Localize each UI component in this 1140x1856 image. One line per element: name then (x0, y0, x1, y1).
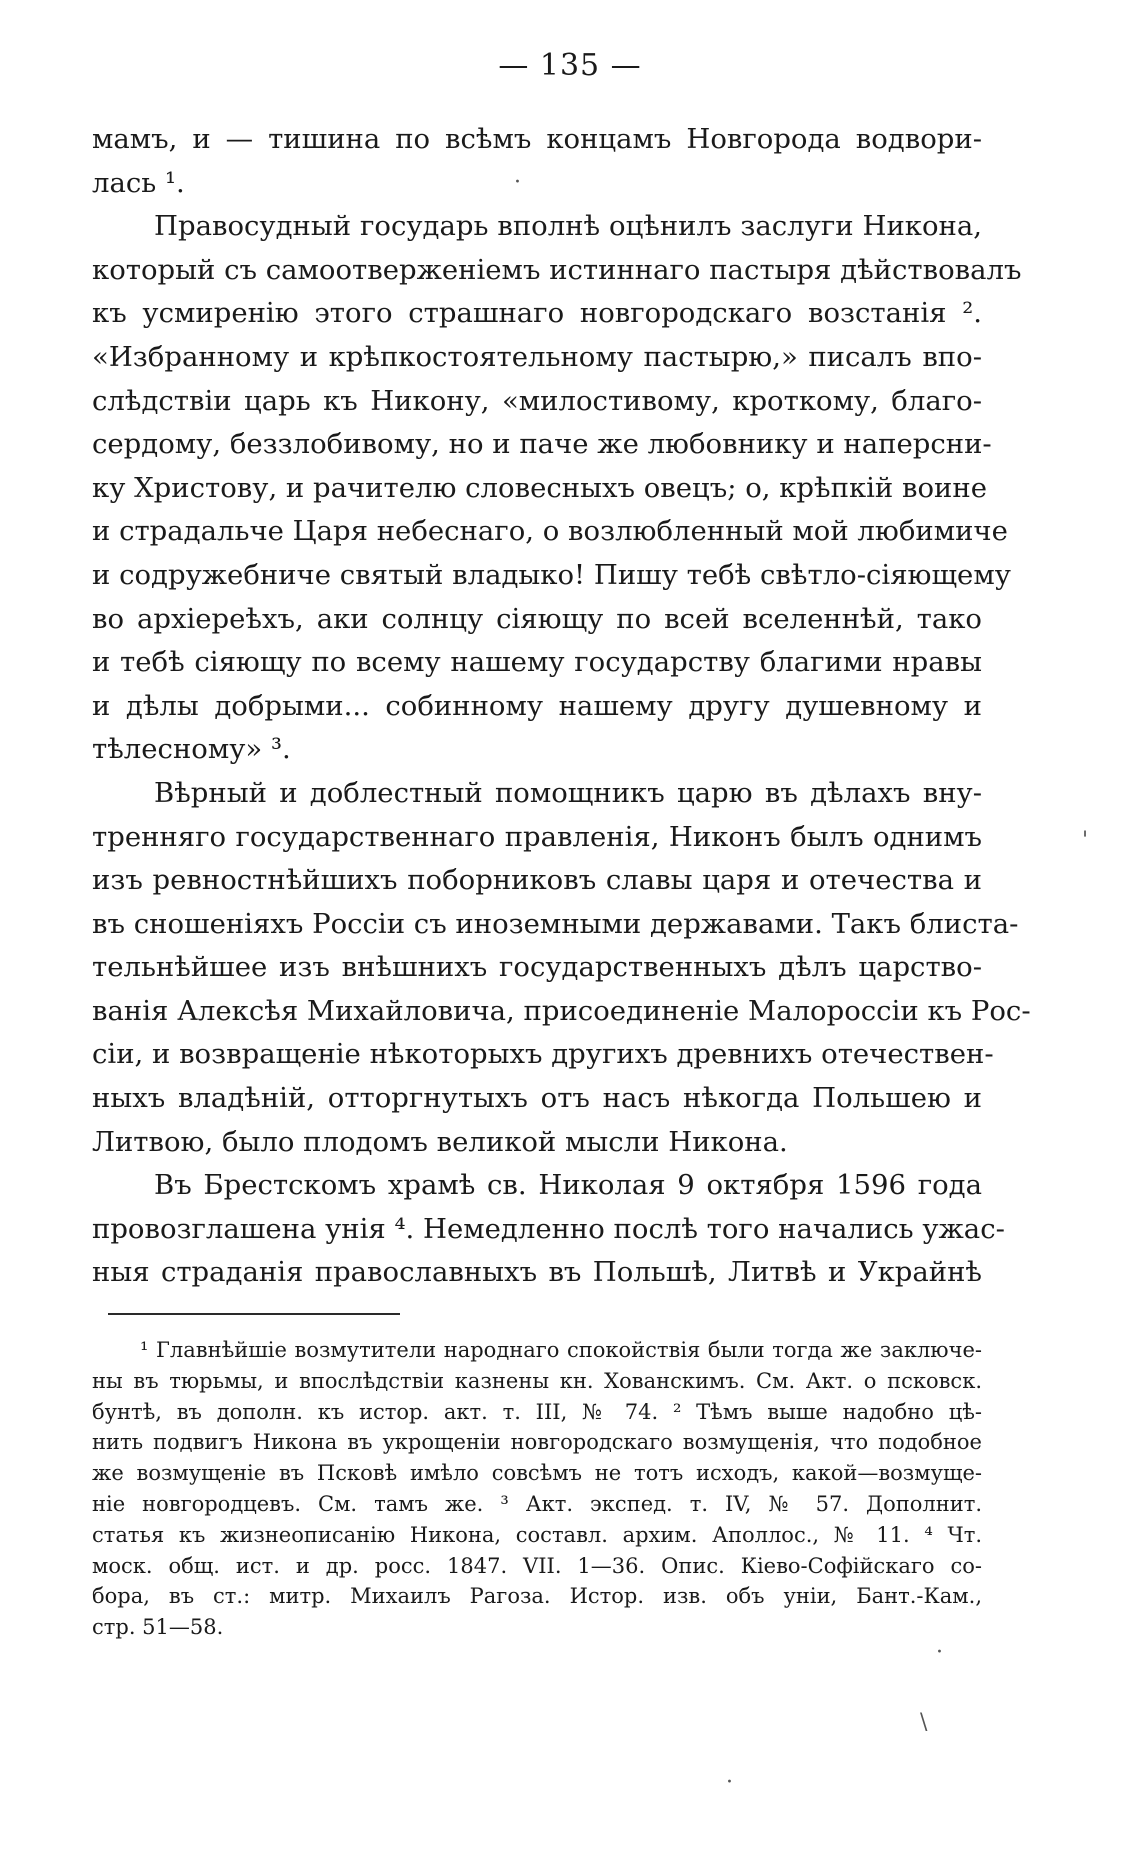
text-line: слѣдствіи царь къ Никону, «милостивому, кроткому, благо- (92, 384, 982, 417)
print-speck: · (936, 1640, 943, 1665)
text-line: и дѣлы добрыми... собинному нашему другу душевному и (92, 689, 982, 722)
text-line: во архіереѣхъ, аки солнцу сіяющу по всей вселеннѣй, тако (92, 602, 982, 635)
text-line: Литвою, было плодомъ великой мысли Никона. (92, 1125, 788, 1158)
footnote-line: ніе новгородцевъ. См. тамъ же. ³ Акт. экспед. т. IV, № 57. Дополнит. (92, 1491, 982, 1516)
text-line: и содружебниче святый владыко! Пишу тебѣ свѣтло-сіяющему (92, 558, 1011, 591)
text-line: тельнѣйшее изъ внѣшнихъ государственныхъ дѣлъ царство- (92, 951, 982, 984)
text-line: въ сношеніяхъ Россіи съ иноземными державами. Такъ блиста- (92, 907, 1019, 940)
footnote-line: ¹ Главнѣйшіе возмутители народнаго спокойствія были тогда же заключе- (140, 1338, 982, 1362)
main-text (92, 118, 1031, 1295)
text-line: ку Христову, и рачителю словесныхъ овецъ; о, крѣпкій воине (92, 471, 987, 504)
footnote-line: стр. 51—58. (92, 1615, 224, 1640)
footnotes (92, 1335, 982, 1643)
text-line: и тебѣ сіяющу по всему нашему государству благими нравы (92, 646, 982, 679)
text-line: тѣлесному» ³. (92, 733, 291, 766)
footnote-line: ны въ тюрьмы, и впослѣдствіи казнены кн. Хованскимъ. См. Акт. о псковск. (92, 1368, 982, 1393)
footnote-divider (108, 1313, 400, 1315)
footnote-line: статья къ жизнеописанію Никона, составл. архим. Аполлос., № 11. ⁴ Чт. (92, 1522, 982, 1547)
text-line: къ усмиренію этого страшнаго новгородскаго возстанія ². (92, 297, 982, 330)
text-line: и страдальче Царя небеснаго, о возлюбленный мой любимиче (92, 515, 1008, 548)
page-number: — 135 — (498, 48, 642, 83)
text-line: сердому, беззлобивому, но и паче же любовнику и наперсни- (92, 428, 992, 461)
footnote-line: бора, въ ст.: митр. Михаилъ Рагоза. Истор. изв. объ уніи, Бант.-Кам., (92, 1584, 982, 1609)
footnote-line: моск. общ. ист. и др. росс. 1847. VII. 1—36. Опис. Кіево-Софійскаго со- (92, 1553, 982, 1578)
print-speck: · (514, 170, 521, 195)
text-line: Въ Брестскомъ храмѣ св. Николая 9 октября 1596 года (154, 1169, 982, 1202)
text-line: Вѣрный и доблестный помощникъ царю въ дѣлахъ вну- (154, 776, 982, 809)
text-line: Правосудный государь вполнѣ оцѣнилъ заслуги Никона, (154, 210, 982, 243)
text-line: лась ¹. (92, 166, 185, 199)
text-line: сіи, и возвращеніе нѣкоторыхъ другихъ древнихъ отечествен- (92, 1038, 994, 1071)
text-line: изъ ревностнѣйшихъ поборниковъ славы царя и отечества и (92, 864, 982, 897)
text-line: который съ самоотверженіемъ истиннаго пастыря дѣйствовалъ (92, 253, 1022, 286)
text-line: ныя страданія православныхъ въ Польшѣ, Литвѣ и Украйнѣ (92, 1256, 982, 1289)
print-speck: ' (1082, 828, 1089, 853)
text-line: мамъ, и — тишина по всѣмъ концамъ Новгорода водвори- (92, 123, 982, 155)
text-line: ныхъ владѣній, отторгнутыхъ отъ насъ нѣкогда Польшею и (92, 1082, 982, 1115)
footnote-line: же возмущеніе въ Псковѣ имѣло совсѣмъ не тотъ исходъ, какой—возмуще- (92, 1461, 982, 1486)
text-line: ванія Алексѣя Михайловича, присоединеніе Малороссіи къ Рос- (92, 994, 1031, 1027)
footnote-line: бунтѣ, въ дополн. къ истор. акт. т. III, № 74. ² Тѣмъ выше надобно цѣ- (92, 1399, 982, 1424)
text-line: «Избранному и крѣпкостоятельному пастырю,» писалъ впо- (92, 340, 982, 373)
text-line: провозглашена унія ⁴. Немедленно послѣ того начались ужас- (92, 1212, 1005, 1245)
print-speck: \ (920, 1710, 928, 1735)
text-line: тренняго государственнаго правленія, Никонъ былъ однимъ (92, 820, 982, 853)
footnote-line: нить подвигъ Никона въ укрощеніи новгородскаго возмущенія, что подобное (92, 1430, 982, 1455)
print-speck: · (726, 1770, 733, 1795)
